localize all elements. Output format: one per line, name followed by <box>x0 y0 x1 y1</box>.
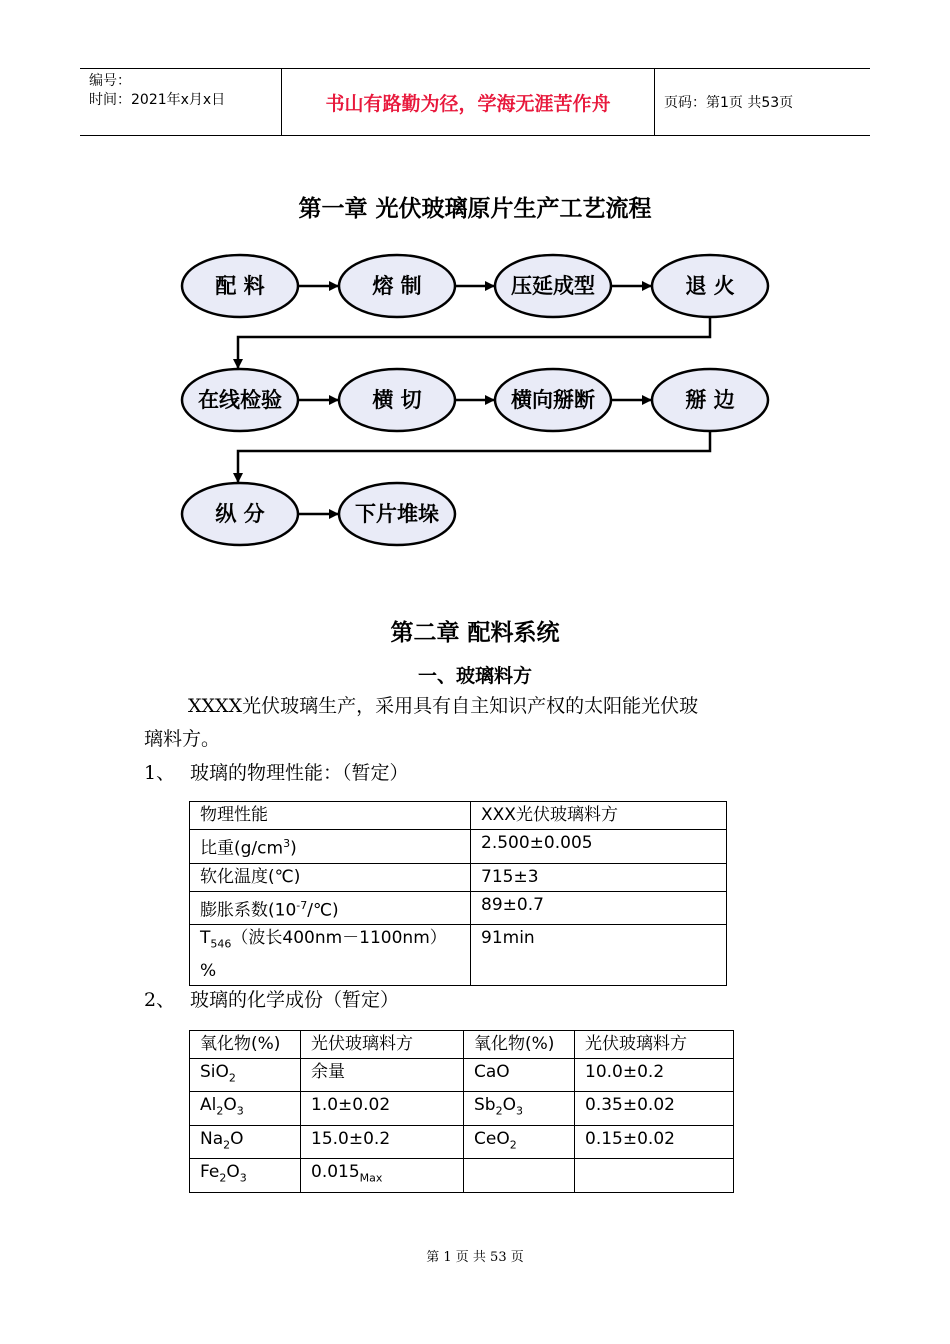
table-row <box>190 1125 734 1158</box>
table-row <box>190 925 727 985</box>
oxide-name: CeO$_2$ <box>464 1125 575 1158</box>
item1-heading: 玻璃的物理性能：（暂定） <box>190 762 409 784</box>
oxide-name: CaO <box>464 1059 575 1092</box>
chemical-composition-table <box>189 1030 734 1193</box>
chapter1-title: 第一章 光伏玻璃原片生产工艺流程 <box>298 196 652 222</box>
table-row <box>190 891 727 925</box>
table-header-cell: 物理性能 <box>190 802 471 830</box>
flow-label: 横 切 <box>372 388 422 412</box>
intro-paragraph-line2: 璃料方。 <box>144 728 221 750</box>
property-label: 比重$(g/cm^3)$ <box>190 830 471 864</box>
oxide-value: $0.015_{Max}$ <box>301 1159 464 1192</box>
property-value: 91min <box>471 925 727 985</box>
flow-connector <box>238 431 710 482</box>
flow-label: 压延成型 <box>511 274 595 298</box>
table-header-cell: 氧化物(%) <box>190 1031 301 1059</box>
property-value: 715±3 <box>471 863 727 891</box>
table-header-cell: 光伏玻璃料方 <box>301 1031 464 1059</box>
chapter2-title: 第二章 配料系统 <box>390 620 560 646</box>
flow-label: 掰 边 <box>685 388 735 412</box>
oxide-value: 15.0±0.2 <box>301 1125 464 1158</box>
property-label: $T_{546}$（波长400nm－1100nm） % <box>190 925 471 985</box>
flow-label: 配 料 <box>215 274 265 298</box>
flow-label: 横向掰断 <box>511 388 595 412</box>
header-divider <box>654 68 655 136</box>
table-row <box>190 1059 734 1092</box>
oxide-name: $Fe_2O_3$ <box>190 1159 301 1192</box>
header-page-info: 页码：第1页 共53页 <box>664 95 794 111</box>
property-value: 2.500±0.005 <box>471 830 727 864</box>
page-footer: 第 1 页 共 53 页 <box>426 1250 524 1265</box>
section1-title: 一、玻璃料方 <box>417 665 532 687</box>
property-label: 软化温度(℃) <box>190 863 471 891</box>
table-header-row <box>190 802 727 830</box>
table-row <box>190 1159 734 1192</box>
flow-label: 熔 制 <box>372 274 422 298</box>
oxide-name: $Na_2O$ <box>190 1125 301 1158</box>
oxide-value: 0.15±0.02 <box>575 1125 734 1158</box>
table-header-cell: XXX光伏玻璃料方 <box>471 802 727 830</box>
oxide-value: 0.35±0.02 <box>575 1092 734 1125</box>
header-motto: 书山有路勤为径，学海无涯苦作舟 <box>325 92 611 115</box>
doc-number-label: 编号： <box>89 73 131 89</box>
oxide-value: 10.0±0.2 <box>575 1059 734 1092</box>
property-label: 膨胀系数$(10^{-7}/℃)$ <box>190 891 471 925</box>
flow-label: 退 火 <box>685 274 735 298</box>
oxide-value <box>575 1159 734 1192</box>
oxide-value: 余量 <box>301 1059 464 1092</box>
table-row <box>190 830 727 864</box>
oxide-value: 1.0±0.02 <box>301 1092 464 1125</box>
flow-label: 在线检验 <box>198 388 282 412</box>
oxide-name: $Al_2O_3$ <box>190 1092 301 1125</box>
oxide-name <box>464 1159 575 1192</box>
table-row <box>190 1092 734 1125</box>
item2-number: 2、 <box>144 989 176 1011</box>
item2-heading: 玻璃的化学成份（暂定） <box>190 989 400 1011</box>
flow-connector <box>238 317 710 368</box>
doc-time-label: 时间：2021年x月x日 <box>89 92 226 108</box>
property-value: 89±0.7 <box>471 891 727 925</box>
oxide-name: SiO$_2$ <box>190 1059 301 1092</box>
table-header-cell: 氧化物(%) <box>464 1031 575 1059</box>
item1-number: 1、 <box>144 762 176 784</box>
table-header-cell: 光伏玻璃料方 <box>575 1031 734 1059</box>
process-flow-diagram <box>0 240 950 560</box>
intro-paragraph-line1: XXXX光伏玻璃生产，采用具有自主知识产权的太阳能光伏玻 <box>188 695 699 717</box>
table-header-row <box>190 1031 734 1059</box>
table-row <box>190 863 727 891</box>
oxide-name: $Sb_2O_3$ <box>464 1092 575 1125</box>
physical-properties-table <box>189 801 727 986</box>
flow-label: 纵 分 <box>215 502 265 526</box>
flow-label: 下片堆垛 <box>355 502 439 526</box>
